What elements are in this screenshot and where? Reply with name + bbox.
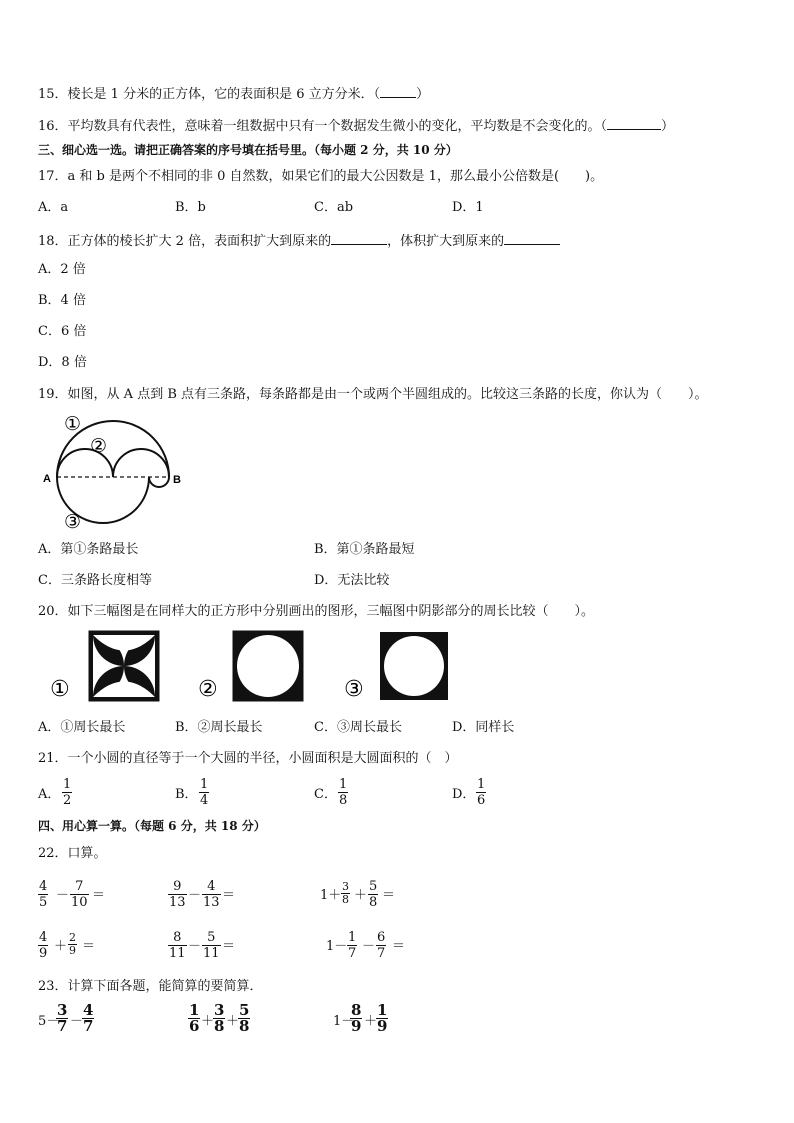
question-17-text: 17．a 和 b 是两个不相同的非 0 自然数，如果它们的最大公因数是 1，那么最小公倍数是( )。 (38, 169, 604, 184)
question-20-text: 20．如下三幅图是在同样大的正方形中分别画出的图形，三幅图中阴影部分的周长比较（ ）。 (38, 604, 595, 619)
option-a[interactable]: A．a (38, 200, 69, 215)
option-c[interactable]: C．ab (314, 200, 354, 215)
question-22-text: 22．口算。 (38, 846, 107, 861)
option-c[interactable]: C． (314, 787, 337, 802)
option-a[interactable]: A．①周长最长 (38, 720, 126, 735)
section-4-heading: 四、用心算一算。（每题 6 分，共 18 分） (38, 819, 266, 833)
path-1-marker: ① (64, 413, 82, 435)
section-3-heading: 三、细心选一选。请把正确答案的序号填在括号里。（每小题 2 分，共 10 分） (38, 143, 458, 157)
fraction: $\frac{8}{9}$ (351, 1001, 362, 1035)
option-a[interactable]: A．2 倍 (38, 262, 86, 277)
option-d[interactable]: D．8 倍 (38, 355, 87, 370)
path-2-marker: ② (90, 435, 108, 457)
fraction: $\frac{5}{8}$ (239, 1001, 250, 1035)
question-15-text: 15．棱长是 1 分米的正方体，它的表面积是 6 立方分米．（ (38, 87, 381, 102)
fraction: $\frac{9}{13}$ (169, 879, 186, 910)
option-b[interactable]: B．b (175, 200, 206, 215)
path-3-small-semicircle (149, 477, 169, 487)
fraction: $\frac{3}{8}$ (214, 1001, 225, 1035)
option-b[interactable]: B．4 倍 (38, 293, 86, 308)
path-3-marker: ③ (64, 511, 82, 532)
fraction: $\frac{8}{11}$ (169, 930, 186, 961)
question-18-text-a: 18．正方体的棱长扩大 2 倍，表面积扩大到原来的 (38, 234, 332, 249)
figure-1-square (90, 632, 158, 700)
option-c[interactable]: C．6 倍 (38, 324, 87, 339)
question-18 (38, 232, 560, 250)
fraction: $\frac{4}{7}$ (83, 1001, 94, 1035)
question-19-text: 19．如图，从 A 点到 B 点有三条路，每条路都是由一个或两个半圆组成的。比较这三条路的长度，你认为（ ）。 (38, 387, 708, 402)
question-15: 15．棱长是 1 分米的正方体，它的表面积是 6 立方分米．（ ） (38, 87, 430, 102)
question-21-text: 21．一个小圆的直径等于一个大圆的半径，小圆面积是大圆面积的（ ） (38, 751, 458, 766)
fraction: $\frac{1}{9}$ (377, 1001, 388, 1035)
label-b: B (173, 474, 181, 486)
fraction: $\frac{1}{4}$ (200, 777, 209, 808)
path-2-semicircles (57, 449, 169, 477)
question-23-text: 23．计算下面各题，能简算的要简算． (38, 979, 263, 994)
shaded-squares-figure (40, 628, 470, 708)
label-a: A (43, 473, 51, 485)
question-18-text-b: ，体积扩大到原来的 (387, 234, 505, 249)
fraction: $\frac{1}{2}$ (63, 777, 72, 808)
fraction: $\frac{6}{7}$ (377, 930, 386, 961)
figure-1-marker: ① (50, 677, 70, 702)
option-d[interactable]: D．1 (452, 200, 484, 215)
option-a[interactable]: A．第①条路最长 (38, 542, 139, 557)
option-a[interactable]: A． (38, 787, 61, 802)
question-16-text: 16．平均数具有代表性，意味着一组数据中只有一个数据发生微小的变化，平均数是不会变化的。（ (38, 119, 608, 134)
fraction: $\frac{4}{5}$ (39, 879, 48, 910)
option-d[interactable]: D．无法比较 (314, 573, 390, 588)
figure-2-square (234, 632, 302, 700)
question-16: 16．平均数具有代表性，意味着一组数据中只有一个数据发生微小的变化，平均数是不会变化的。（ ） (38, 119, 675, 134)
fraction: $\frac{4}{13}$ (203, 879, 220, 910)
answer-blank[interactable] (380, 85, 416, 98)
option-b[interactable]: B． (175, 787, 198, 802)
three-paths-figure (40, 410, 190, 532)
fraction: $\frac{1}{6}$ (189, 1001, 200, 1035)
answer-blank[interactable] (331, 232, 387, 245)
fraction: $\frac{2}{9}$ (69, 931, 76, 957)
figure-2-marker: ② (198, 677, 218, 702)
option-d[interactable]: D． (452, 787, 476, 802)
option-c[interactable]: C．③周长最长 (314, 720, 402, 735)
fraction: $\frac{1}{8}$ (339, 777, 348, 808)
option-c[interactable]: C．三条路长度相等 (38, 573, 152, 588)
option-d[interactable]: D．同样长 (452, 720, 515, 735)
fraction: $\frac{3}{7}$ (57, 1001, 68, 1035)
fraction: $\frac{5}{8}$ (369, 879, 378, 910)
answer-blank[interactable] (504, 232, 560, 245)
option-b[interactable]: B．②周长最长 (175, 720, 263, 735)
figure-3-marker: ③ (344, 677, 364, 702)
fraction: $\frac{3}{8}$ (342, 880, 349, 906)
figure-3-square (380, 632, 448, 700)
fraction: $\frac{5}{11}$ (203, 930, 220, 961)
fraction: $\frac{4}{9}$ (39, 930, 48, 961)
fraction: $\frac{7}{10}$ (71, 879, 88, 910)
option-b[interactable]: B．第①条路最短 (314, 542, 415, 557)
answer-blank[interactable] (607, 117, 661, 130)
fraction: $\frac{1}{7}$ (348, 930, 357, 961)
fraction: $\frac{1}{6}$ (477, 777, 486, 808)
